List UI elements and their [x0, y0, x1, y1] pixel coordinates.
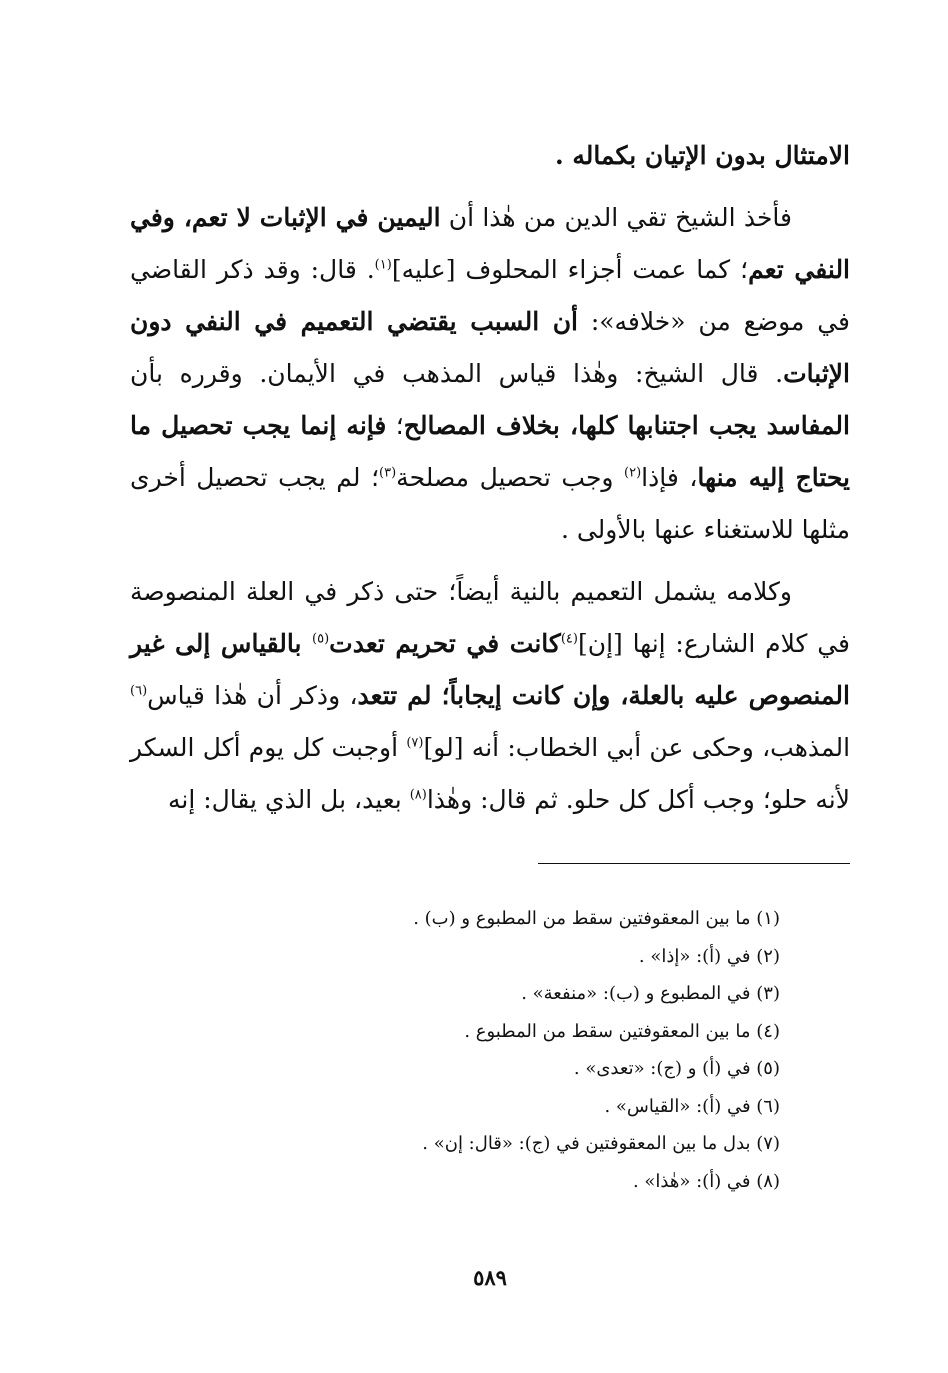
footnote-7: (٧) بدل ما بين المعقوفتين في (ج): «قال: إن» .: [422, 1133, 780, 1154]
footnote-8: (٨) في (أ): «هٰذا» .: [632, 1170, 780, 1192]
footnote-2: (٢) في (أ): «إذا» .: [638, 945, 780, 967]
text-span: أوجبت كل يوم أكل السكر لأنه حلو؛ وجب أكل كل حلو. ثم قال: وهٰذا: [130, 733, 850, 814]
footnote-divider: [538, 863, 850, 864]
footnote-marker-3[interactable]: (٣): [379, 465, 397, 481]
text-span: ؛ كما عمت أجزاء المحلوف [عليه]: [391, 255, 749, 284]
footnote-5: (٥) في (أ) و (ج): «تعدى» .: [573, 1058, 780, 1079]
text-span: وجب تحصيل مصلحة: [396, 463, 625, 492]
text-span: . قال: وقد ذكر القاضي في موضع من «خلافه»:: [130, 255, 850, 336]
footnote-marker-1[interactable]: (١): [374, 257, 392, 273]
main-text: [130, 130, 850, 826]
text-span: بعيد، بل الذي يقال: إنه: [167, 785, 410, 814]
paragraph-2: [130, 192, 850, 556]
book-page: [130, 130, 850, 1330]
bold-span: اليمين في الإثبات لا تعم، وفي النفي تعم: [130, 203, 851, 284]
paragraph-1: [130, 130, 850, 182]
text-span: وكلامه يشمل التعميم بالنية أيضاً؛ حتى ذكر في العلة المنصوصة في كلام الشارع: إنها [إن]: [130, 577, 850, 658]
text-span: ، وذكر أن هٰذا قياس: [147, 681, 358, 710]
footnote-3: (٣) في المطبوع و (ب): «منفعة» .: [521, 983, 780, 1004]
text-span: ؛: [386, 411, 404, 440]
footnote-marker-2[interactable]: (٢): [624, 465, 642, 481]
text-span: فأخذ الشيخ تقي الدين من هٰذا أن: [440, 203, 792, 232]
footnote-marker-6[interactable]: (٦): [130, 683, 148, 699]
paragraph-1-text: الامتثال بدون الإتيان بكماله .: [554, 141, 850, 170]
page-number: ٥٨٩: [473, 1265, 507, 1290]
text-span: المذهب، وحكى عن أبي الخطاب: أنه [لو]: [423, 733, 851, 762]
text-span: . قال الشيخ: وهٰذا قياس المذهب في الأيمان. وقرره بأن: [130, 359, 784, 388]
footnote-marker-7[interactable]: (٧): [406, 735, 424, 751]
footnote-marker-8[interactable]: (٨): [409, 787, 427, 803]
footnotes-list: [220, 900, 780, 1200]
footnote-6: (٦) في (أ): «القياس» .: [604, 1095, 780, 1117]
bold-span: أن السبب يقتضي التعميم في النفي دون الإثبات: [130, 307, 850, 388]
text-span: ؛ لم يجب تحصيل أخرى مثلها للاستغناء عنها بالأولى .: [130, 463, 850, 544]
footnote-1: (١) ما بين المعقوفتين سقط من المطبوع و (ب) .: [413, 908, 780, 929]
footnote-marker-4[interactable]: (٤): [560, 631, 578, 647]
footnote-marker-5[interactable]: (٥): [312, 631, 330, 647]
paragraph-3: [130, 566, 850, 826]
text-span: ، فإذا: [641, 463, 698, 492]
bold-span: المفاسد يجب اجتنابها كلها، بخلاف المصالح: [403, 411, 850, 440]
bold-span: بالقياس إلى غير المنصوص عليه بالعلة، وإن كانت إيجاباً؛ لم تتعد: [130, 629, 850, 710]
footnote-4: (٤) ما بين المعقوفتين سقط من المطبوع .: [464, 1020, 780, 1042]
bold-span: كانت في تحريم تعدت: [329, 629, 561, 658]
bold-span: فإنه إنما يجب تحصيل ما يحتاج إليه منها: [130, 411, 850, 492]
